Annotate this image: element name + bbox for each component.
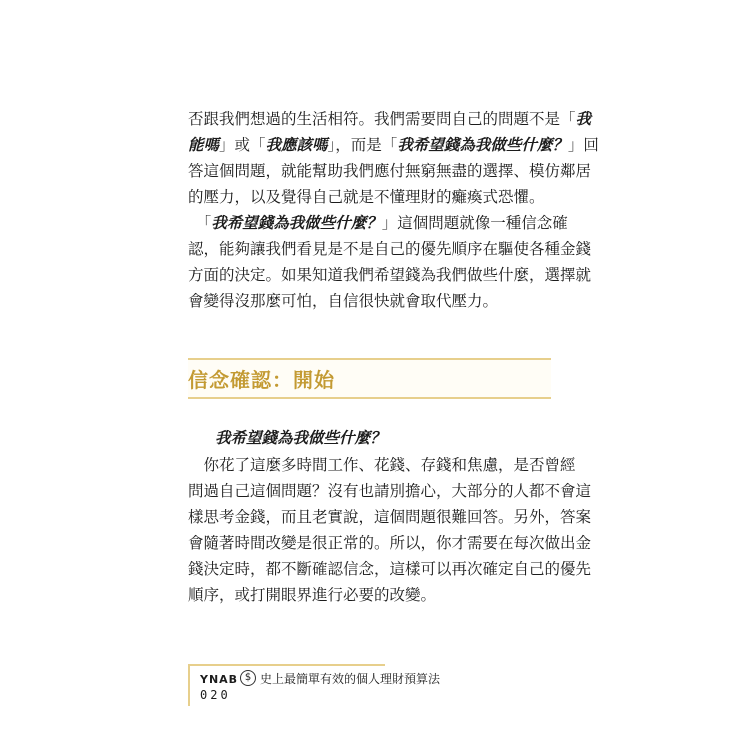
text-line: 你花了這麼多時間工作、花錢、存錢和焦慮，是否曾經 (188, 456, 576, 474)
text-line (188, 184, 556, 210)
text-line (188, 262, 592, 288)
text-span: 」，而是「 (327, 136, 398, 154)
emphasis-span: 能嗎 (188, 135, 220, 154)
text-line: 順序，或打開眼界進行必要的改變。 (188, 586, 437, 604)
footer-book-title: 史上最簡單有效的個人理財預算法 (260, 672, 441, 686)
text-line (188, 106, 592, 132)
text-line (188, 288, 556, 314)
page-number: 020 (200, 688, 231, 702)
text-line (188, 158, 592, 184)
text-span: 答這個問題，就能幫助我們應付無窮無盡的選擇、模仿鄰居 (188, 162, 592, 180)
intro-paragraph (188, 106, 599, 210)
dollar-circle-icon: $ (240, 670, 256, 686)
text-line: 問過自己這個問題？沒有也請別擔心，大部分的人都不會這 (188, 482, 592, 500)
text-line: 錢決定時，都不斷確認信念，這樣可以再次確定自己的優先 (188, 560, 592, 578)
emphasis-span: 我應該嗎 (265, 135, 328, 154)
text-span: 」這個問題就像一種信念確 (381, 214, 568, 232)
emphasis-span: 我希望錢為我做些什麼？ (397, 135, 568, 154)
footer-brand: YNAB (200, 673, 239, 686)
text-span: 認，能夠讓我們看見是不是自己的優先順序在驅使各種金錢 (188, 240, 592, 258)
text-span: 」或「 (219, 136, 266, 154)
text-span: 否跟我們想過的生活相符。我們需要問自己的問題不是「 (188, 110, 576, 128)
text-line (188, 132, 599, 158)
text-line (188, 236, 592, 262)
text-line: 會隨著時間改變是很正常的。所以，你才需要在每次做出金 (188, 534, 592, 552)
section-title: 信念確認：開始 (188, 368, 335, 392)
text-span: 的壓力，以及覺得自己就是不懂理財的癱瘓式恐懼。 (188, 188, 545, 206)
question-heading: 我希望錢為我做些什麼？ (215, 428, 386, 447)
text-span: 方面的決定。如果知道我們希望錢為我們做些什麼，選擇就 (188, 266, 592, 284)
third-paragraph (188, 452, 592, 608)
text-span: 「 (188, 214, 212, 232)
emphasis-span: 我 (575, 109, 592, 128)
section-heading-band (188, 358, 551, 399)
emphasis-span: 我希望錢為我做些什麼？ (211, 213, 382, 232)
text-line: 樣思考金錢，而且老實說，這個問題很難回答。另外，答案 (188, 508, 592, 526)
text-span: 會變得沒那麼可怕，自信很快就會取代壓力。 (188, 292, 499, 310)
text-span: 」回 (567, 136, 599, 154)
text-line (188, 210, 568, 236)
second-paragraph (188, 210, 592, 314)
